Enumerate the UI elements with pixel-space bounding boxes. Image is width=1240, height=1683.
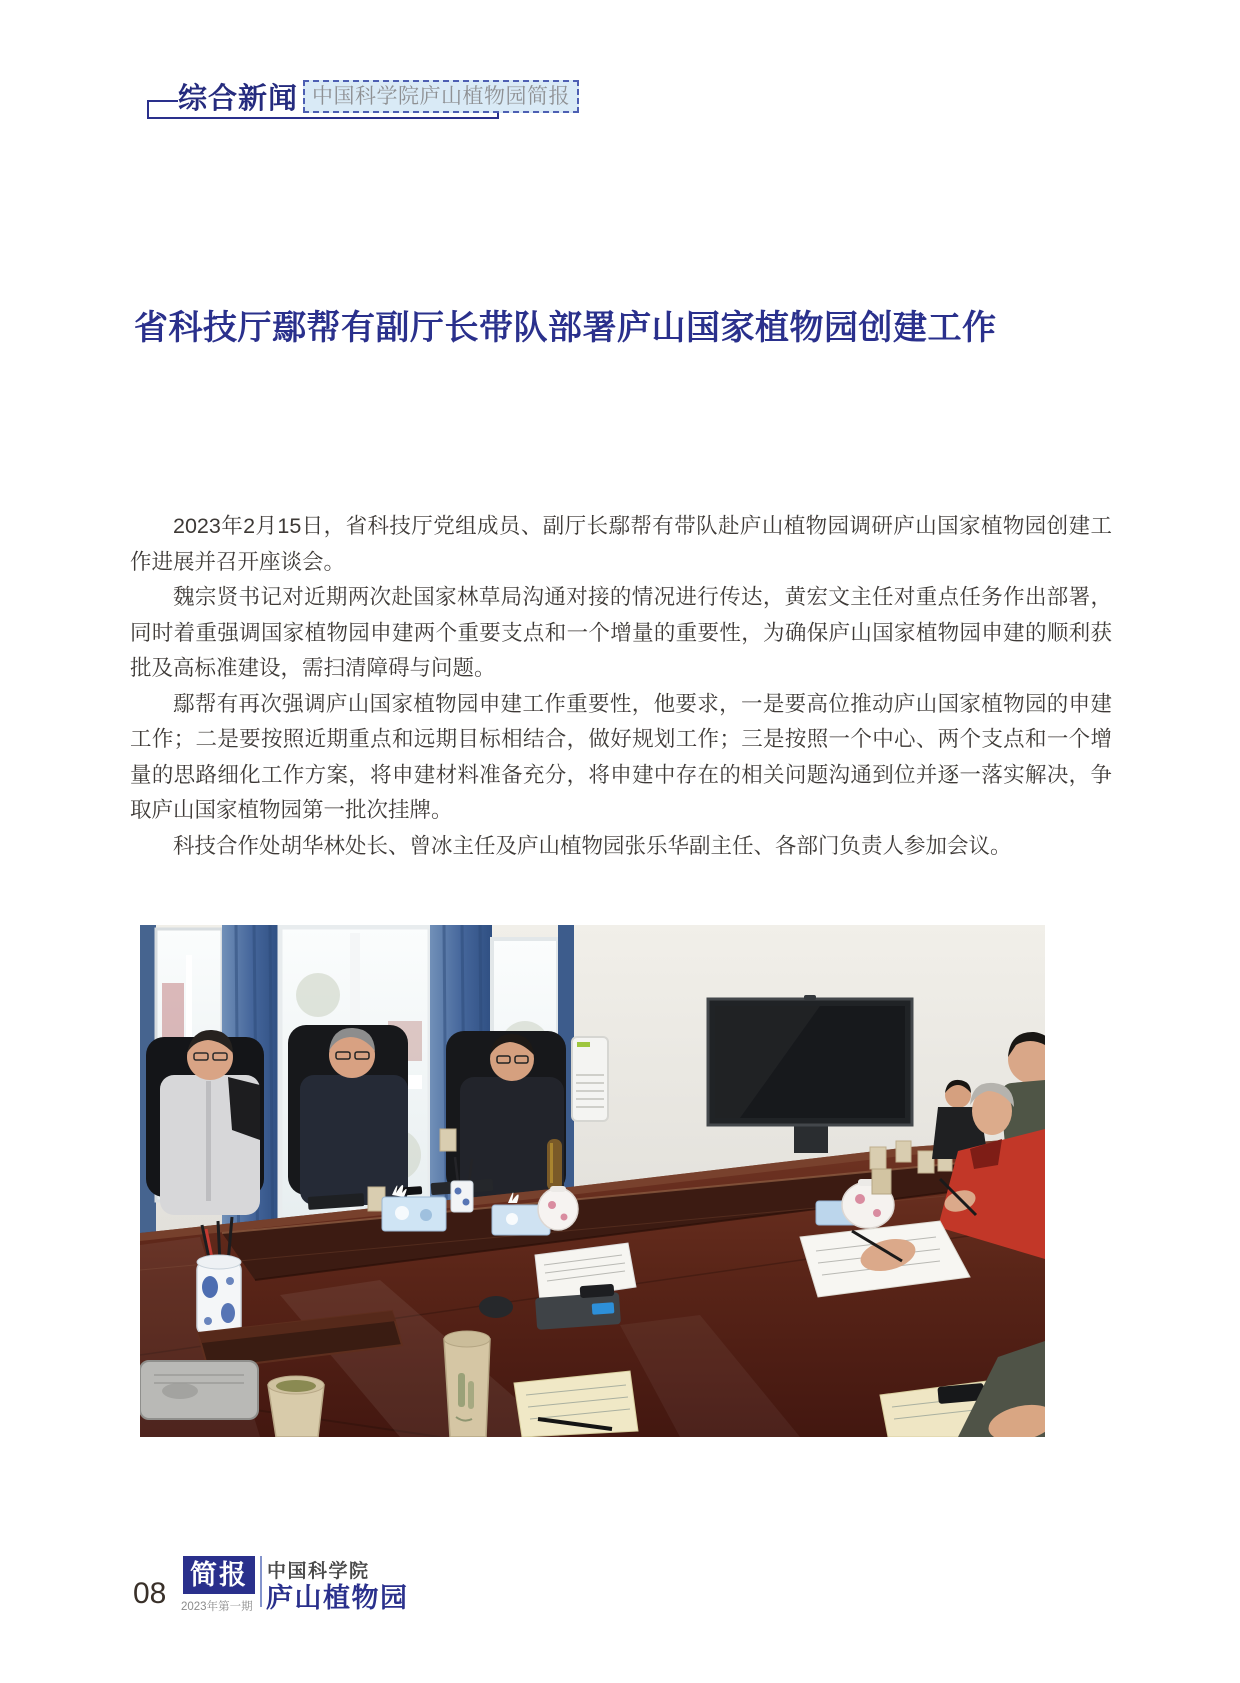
footer-divider [260, 1556, 262, 1607]
section-label: 综合新闻 [178, 83, 299, 115]
article-paragraph: 2023年2月15日，省科技厅党组成员、副厅长鄢帮有带队赴庐山植物园调研庐山国家植物园创建工作进展并召开座谈会。 [130, 514, 1112, 574]
org-name-garden: 庐山植物园 [266, 1583, 409, 1613]
paper-cup-bamboo [444, 1331, 490, 1437]
air-conditioner [572, 1037, 608, 1121]
bulletin-logo-box: 简报 [183, 1556, 255, 1594]
article-title: 省科技厅鄢帮有副厅长带队部署庐山国家植物园创建工作 [134, 309, 997, 347]
article-body [130, 509, 1112, 864]
publication-badge: 中国科学院庐山植物园简报 [303, 80, 579, 113]
meeting-photo [140, 925, 1045, 1437]
page-number: 08 [133, 1577, 167, 1610]
article-paragraph: 鄢帮有再次强调庐山国家植物园申建工作重要性，他要求，一是要高位推动庐山国家植物园的申建工作；二是要按照近期重点和远期目标相结合，做好规划工作；三是按照一个中心、两个支点和一个增量的思路细化工作方案，将申建材料准备充分，将申建中存在的相关问题沟通到位并逐一落实解决，争取庐山国家植物园第一批次挂牌。 [130, 691, 1112, 822]
article-paragraph: 魏宗贤书记对近期两次赴国家林草局沟通对接的情况进行传达，黄宏文主任对重点任务作出部署，同时着重强调国家植物园申建两个重要支点和一个增量的重要性，为确保庐山国家植物园申建的顺利获批及高标准建设，需扫清障碍与问题。 [130, 585, 1112, 680]
attendees-far-side [146, 1025, 566, 1215]
issue-label: 2023年第一期 [181, 1601, 253, 1613]
article-paragraph: 科技合作处胡华林处长、曾冰主任及庐山植物园张乐华副主任、各部门负责人参加会议。 [173, 833, 1012, 858]
paper-cup [268, 1376, 324, 1437]
org-name-cas: 中国科学院 [267, 1561, 370, 1582]
